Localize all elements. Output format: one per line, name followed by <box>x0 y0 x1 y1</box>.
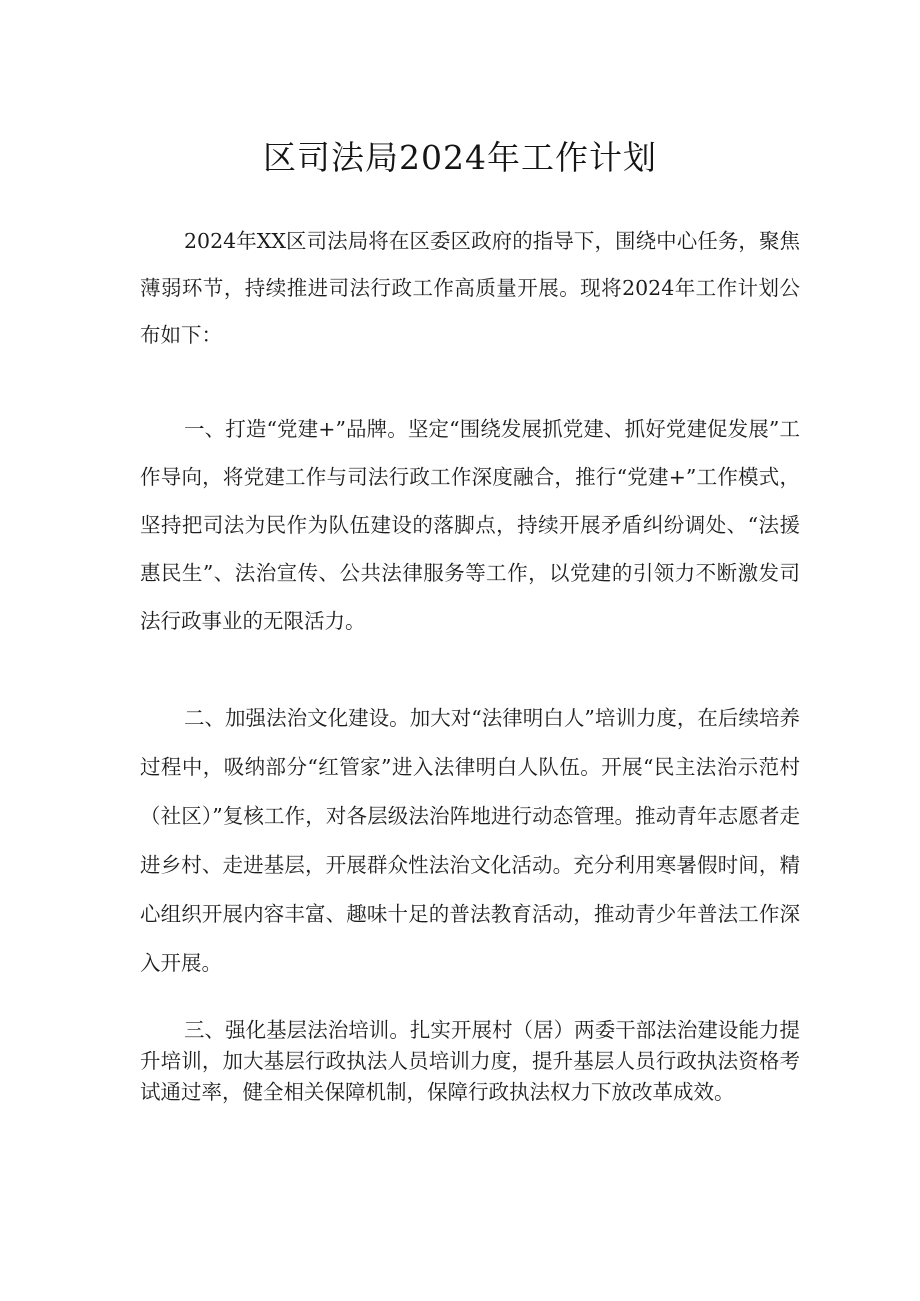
section-one-paragraph: 一、打造“党建+”品牌。坚定“围绕发展抓党建、抓好党建促发展”工作导向，将党建工作与司法行政工作深度融合，推行“党建+”工作模式，坚持把司法为民作为队伍建设的落脚点，持续开展矛盾纠纷调处、“法援惠民生”、法治宣传、公共法律服务等工作，以党建的引领力不断激发司法行政事业的无限活力。 <box>140 417 800 633</box>
section-two-paragraph: 二、加强法治文化建设。加大对“法律明白人”培训力度，在后续培养过程中，吸纳部分“红管家”进入法律明白人队伍。开展“民主法治示范村（社区）”复核工作，对各层级法治阵地进行动态管理。推动青年志愿者走进乡村、走进基层，开展群众性法治文化活动。充分利用寒暑假时间，精心组织开展内容丰富、趣味十足的普法教育活动，推动青少年普法工作深入开展。 <box>140 706 800 975</box>
document-title: 区司法局2024年工作计划 <box>263 138 657 177</box>
section-three-paragraph: 三、强化基层法治培训。扎实开展村（居）两委干部法治建设能力提升培训，加大基层行政执法人员培训力度，提升基层人员行政执法资格考试通过率，健全相关保障机制，保障行政执法权力下放改革成效。 <box>140 1018 800 1104</box>
intro-paragraph: 2024年XX区司法局将在区委区政府的指导下，围绕中心任务，聚焦薄弱环节，持续推进司法行政工作高质量开展。现将2024年工作计划公布如下： <box>140 229 800 347</box>
